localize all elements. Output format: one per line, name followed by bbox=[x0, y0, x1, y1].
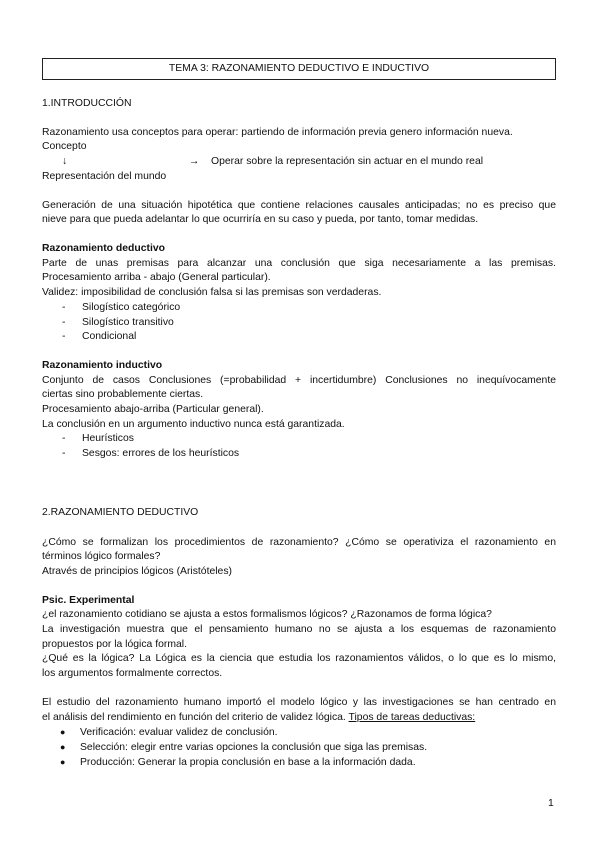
inductive-line: Conjunto de casos Conclusiones (=probabilidad + incertidumbre) Conclusiones no inequívocamente bbox=[42, 375, 556, 386]
hypothetical-paragraph-line: nieve para que pueda adelantar lo que ocurriría en su caso y pueda, por tanto, tomar medidas. bbox=[42, 214, 479, 225]
inductive-line: La conclusión en un argumento inductivo nunca está garantizada. bbox=[42, 419, 345, 430]
hypothetical-paragraph-line: Generación de una situación hipotética que contiene relaciones causales anticipadas; no es preciso que bbox=[42, 200, 556, 211]
section-2-heading: 2.RAZONAMIENTO DEDUCTIVO bbox=[42, 507, 199, 518]
intro-paragraph: Razonamiento usa conceptos para operar: partiendo de información previa genero información nueva. bbox=[42, 127, 513, 138]
question-line: Através de principios lógicos (Aristóteles) bbox=[42, 566, 232, 577]
deductive-title: Razonamiento deductivo bbox=[42, 243, 165, 254]
list-item: - Condicional bbox=[62, 331, 137, 342]
inductive-line: Procesamiento abajo-arriba (Particular general). bbox=[42, 404, 264, 415]
list-item: - Heurísticos bbox=[62, 433, 134, 444]
list-item: ● Producción: Generar la propia conclusión en base a la información dada. bbox=[60, 757, 416, 768]
psic-line: propuestos por la lógica formal. bbox=[42, 639, 187, 650]
inductive-line: ciertas sino probablemente ciertas. bbox=[42, 389, 204, 400]
psic-experimental-title: Psic. Experimental bbox=[42, 595, 135, 606]
concepto-label: Concepto bbox=[42, 141, 87, 152]
list-item: ● Verificación: evaluar validez de conclusión. bbox=[60, 727, 278, 738]
question-line: términos lógico formales? bbox=[42, 551, 161, 562]
question-line: ¿Cómo se formalizan los procedimientos de razonamiento? ¿Cómo se operativiza el razonamiento en bbox=[42, 537, 556, 548]
down-arrow-icon: ↓ bbox=[62, 156, 68, 167]
deductive-line: Parte de unas premisas para alcanzar una conclusión que siga necesariamente a las premisas. bbox=[42, 258, 556, 269]
inductive-title: Razonamiento inductivo bbox=[42, 360, 163, 371]
psic-line: ¿Qué es la lógica? La Lógica es la ciencia que estudia los razonamientos válidos, o lo que es lo mismo, bbox=[42, 653, 556, 664]
right-arrow-icon: → bbox=[189, 156, 200, 167]
psic-line: La investigación muestra que el pensamiento humano no se ajusta a los esquemas de razonamiento bbox=[42, 624, 556, 635]
study-line: el análisis del rendimiento en función del criterio de validez lógica. Tipos de tareas deductivas: bbox=[42, 712, 476, 723]
document-title: TEMA 3: RAZONAMIENTO DEDUCTIVO E INDUCTIVO bbox=[42, 58, 556, 80]
representacion-label: Representación del mundo bbox=[42, 171, 167, 182]
study-line: El estudio del razonamiento humano importó el modelo lógico y las investigaciones se han centrado en bbox=[42, 697, 556, 708]
list-item: - Silogístico transitivo bbox=[62, 317, 174, 328]
section-1-heading: 1.INTRODUCCIÓN bbox=[42, 98, 132, 109]
task-types-link: Tipos de tareas deductivas: bbox=[348, 712, 476, 723]
operar-text: Operar sobre la representación sin actuar en el mundo real bbox=[211, 156, 484, 167]
psic-line: ¿el razonamiento cotidiano se ajusta a estos formalismos lógicos? ¿Razonamos de forma lógica? bbox=[42, 609, 492, 620]
list-item: - Sesgos: errores de los heurísticos bbox=[62, 448, 240, 459]
deductive-line: Procesamiento arriba - abajo (General particular). bbox=[42, 272, 271, 283]
list-item: ● Selección: elegir entre varias opciones la conclusión que siga las premisas. bbox=[60, 742, 428, 753]
list-item: - Silogístico categórico bbox=[62, 302, 181, 313]
deductive-line: Validez: imposibilidad de conclusión falsa si las premisas son verdaderas. bbox=[42, 287, 382, 298]
page-number: 1 bbox=[548, 798, 554, 809]
psic-line: los argumentos formalmente correctos. bbox=[42, 668, 223, 679]
